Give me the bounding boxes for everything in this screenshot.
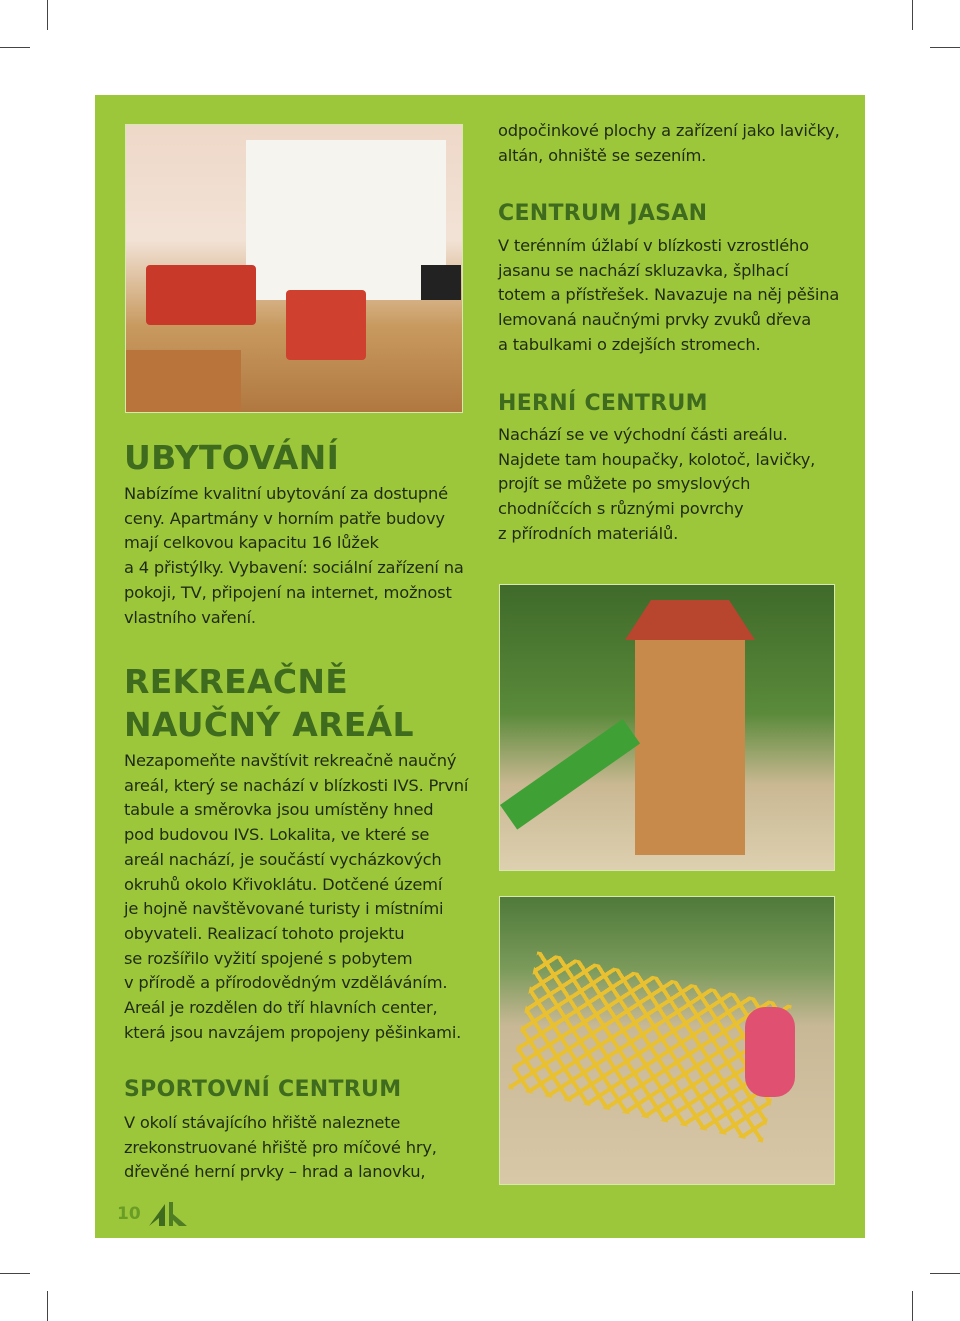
text-herni-centrum: Nachází se ve východní části areálu. Najdete tam houpačky, kolotoč, lavičky, projít se můžete po smyslových chodníčcích s různými povrchy z přírodních materiálů.	[498, 425, 816, 543]
heading-herni-centrum: HERNÍ CENTRUM	[498, 391, 708, 416]
crop-mark	[912, 1291, 913, 1321]
logo-icon	[147, 1200, 189, 1228]
photo-children-net-swing	[499, 896, 835, 1185]
crop-mark	[912, 0, 913, 30]
heading-sportovni-centrum: SPORTOVNÍ CENTRUM	[124, 1077, 402, 1102]
text-ubytovani: Nabízíme kvalitní ubytování za dostupné ceny. Apartmány v horním patře budovy mají celkovou kapacitu 16 lůžek a 4 přistýlky. Vybavení: sociální zařízení na pokoji, TV, připojení na internet, možnost vlastního vaření.	[124, 484, 464, 627]
heading-rekreacne-naucny-areal: REKREAČNĚ NAUČNÝ AREÁL	[124, 662, 414, 744]
text-intro: odpočinkové plochy a zařízení jako lavičky, altán, ohniště se sezením.	[498, 121, 840, 165]
page-number: 10	[117, 1204, 141, 1224]
photo-apartment-room	[125, 124, 463, 413]
text-sportovni-centrum: V okolí stávajícího hřiště naleznete zrekonstruované hřiště pro míčové hry, dřevěné herní prvky – hrad a lanovku,	[124, 1113, 437, 1182]
heading-ubytovani: UBYTOVÁNÍ	[124, 438, 340, 477]
text-centrum-jasan: V terénním úžlabí v blízkosti vzrostlého jasanu se nachází skluzavka, šplhací totem a přístřešek. Navazuje na něj pěšina lemovaná naučnými prvky zvuků dřeva a tabulkami o zdejších stromech.	[498, 236, 840, 354]
footer	[117, 1200, 189, 1228]
crop-mark	[47, 0, 48, 30]
crop-mark	[47, 1291, 48, 1321]
crop-mark	[930, 47, 960, 48]
crop-mark	[0, 1273, 30, 1274]
text-areal: Nezapomeňte navštívit rekreačně naučný areál, který se nachází v blízkosti IVS. První tabule a směrovka jsou umístěny hned pod budovou IVS. Lokalita, ve které se areál nachází, je součástí vycházkových okruhů okolo Křivoklátu. Dotčené území je hojně navštěvované turisty i místními obyvateli. Realizací tohoto projektu se rozšířilo vyžití spojené s pobytem v přírodě a přírodovědným vzděláváním. Areál je rozdělen do tří hlavních center, která jsou navzájem propojeny pěšinkami.	[124, 751, 469, 1042]
crop-mark	[930, 1273, 960, 1274]
crop-mark	[0, 47, 30, 48]
photo-playground-tower	[499, 584, 835, 871]
page	[95, 95, 865, 1238]
heading-centrum-jasan: CENTRUM JASAN	[498, 201, 708, 226]
